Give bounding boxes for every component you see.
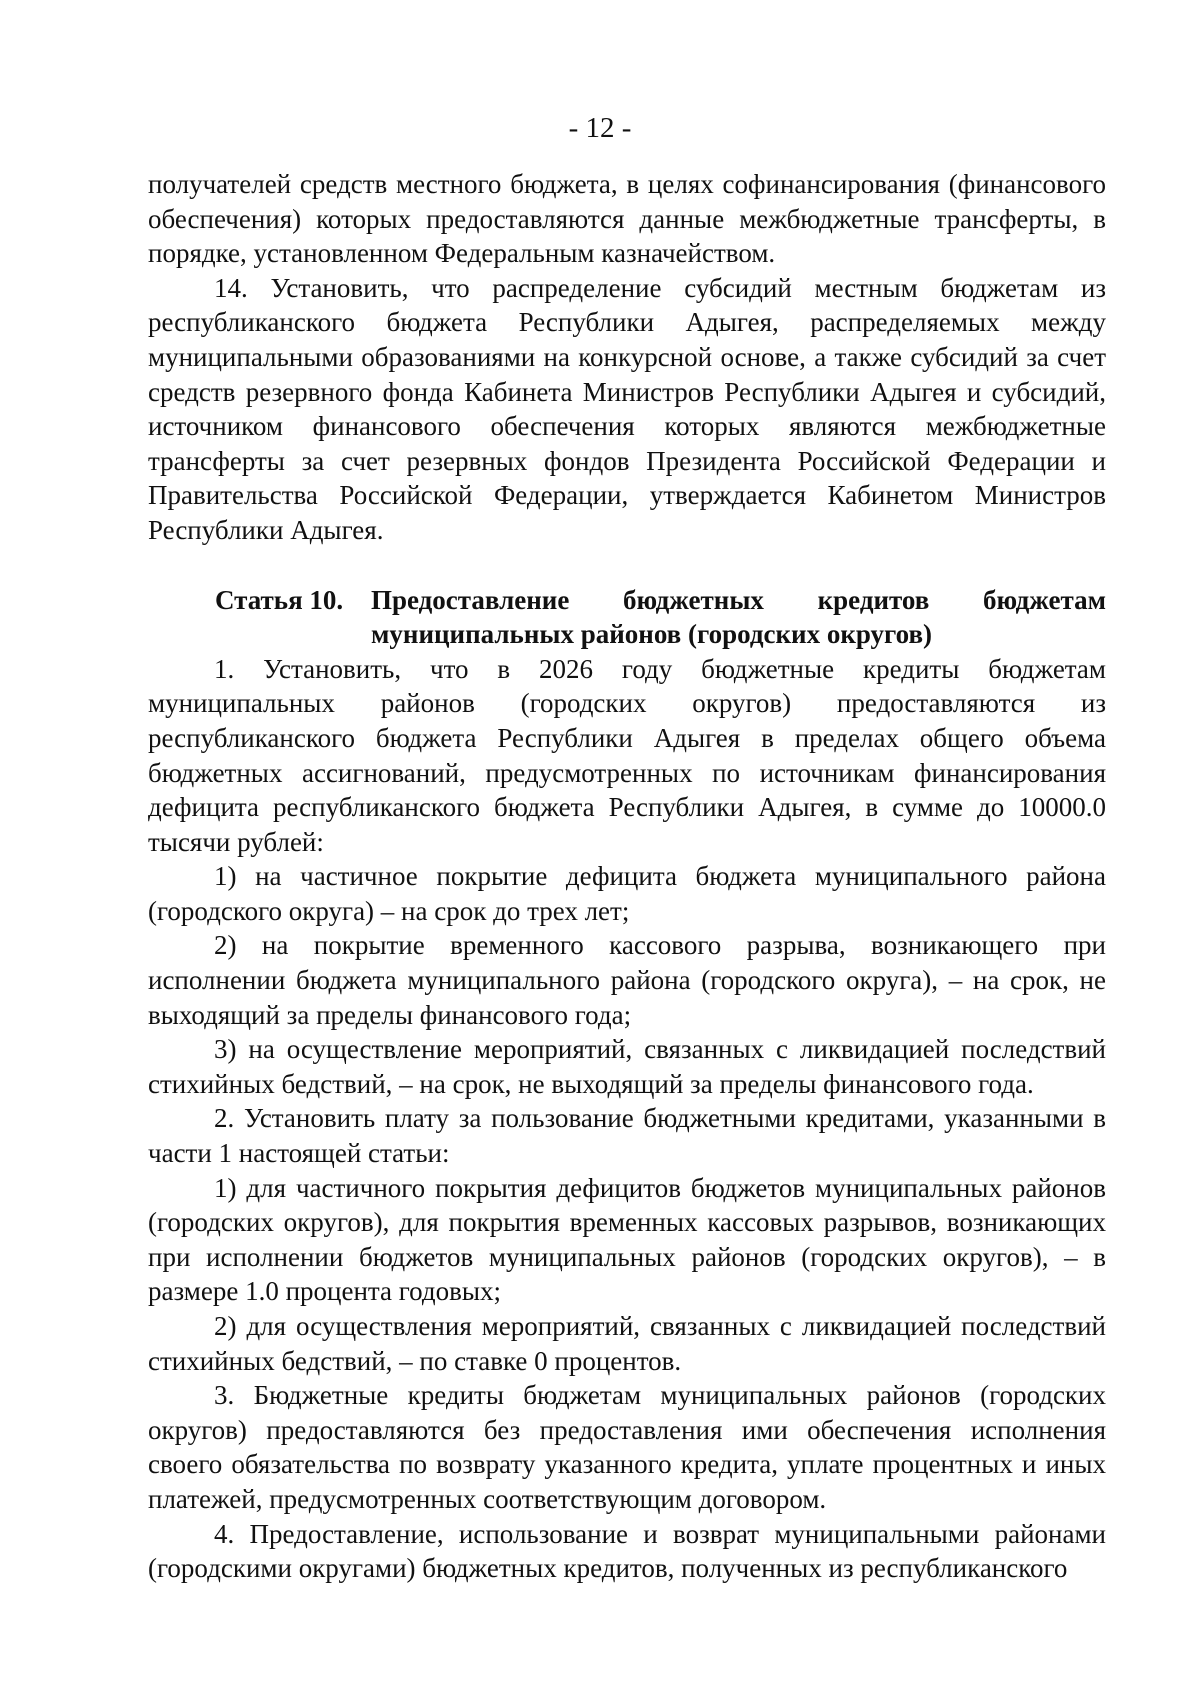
paragraph-part-1: 1. Установить, что в 2026 году бюджетные кредиты бюджетам муниципальных районов (городских округов) предоставляются из республиканского бюджета Республики Адыгея в пределах общего объема бюджетных ассигнований, предусмотренных по источникам финансирования дефицита республиканского бюджета Республики Адыгея, в сумме до 10000.0 тысячи рублей:: [148, 653, 1106, 857]
paragraph-part-1-item-3: 3) на осуществление мероприятий, связанных с ликвидацией последствий стихийных бедствий, – на срок, не выходящий за пределы финансового года.: [148, 1034, 1106, 1099]
article-title: Предоставление бюджетных кредитов бюджетам муниципальных районов (городских округов): [371, 584, 1106, 650]
paragraph-part-2-item-1: 1) для частичного покрытия дефицитов бюджетов муниципальных районов (городских округов), для покрытия временных кассовых разрывов, возникающих при исполнении бюджетов муниципальных районов (городских округов), – в размере 1.0 процента годовых;: [148, 1172, 1106, 1307]
paragraph-part-2: 2. Установить плату за пользование бюджетными кредитами, указанными в части 1 настоящей статьи:: [148, 1103, 1106, 1169]
paragraph-continuation: получателей средств местного бюджета, в целях софинансирования (финансового обеспечения) которых предоставляются данные межбюджетные трансферты, в порядке, установленном Федеральным казначейством.: [148, 169, 1106, 269]
paragraph-part-1-item-1: 1) на частичное покрытие дефицита бюджета муниципального района (городского округа) – на срок до трех лет;: [148, 861, 1106, 926]
page-number: - 12 -: [568, 112, 632, 144]
paragraph-part-4: 4. Предоставление, использование и возврат муниципальными районами (городскими округами) бюджетных кредитов, полученных из республиканского: [148, 1518, 1106, 1584]
paragraph-item-14: 14. Установить, что распределение субсидий местным бюджетам из республиканского бюджета Республики Адыгея, распределяемых между муниципальными образованиями на конкурсной основе, а также субсидий за счет средств резервного фонда Кабинета Министров Республики Адыгея и субсидий, источником финансового обеспечения которых являются межбюджетные трансферты за счет резервных фондов Президента Российской Федерации и Правительства Российской Федерации, утверждается Кабинетом Министров Республики Адыгея.: [148, 272, 1106, 545]
paragraph-part-1-item-2: 2) на покрытие временного кассового разрыва, возникающего при исполнении бюджета муниципального района (городского округа), – на срок, не выходящий за пределы финансового года;: [148, 930, 1106, 1030]
article-number: Статья 10.: [215, 584, 344, 615]
paragraph-part-3: 3. Бюджетные кредиты бюджетам муниципальных районов (городских округов) предоставляются без предоставления ими обеспечения исполнения своего обязательства по возврату указанного кредита, уплате процентных и иных платежей, предусмотренных соответствующим договором.: [148, 1380, 1106, 1514]
document-body: [148, 167, 1106, 1586]
paragraph-part-2-item-2: 2) для осуществления мероприятий, связанных с ликвидацией последствий стихийных бедствий, – по ставке 0 процентов.: [148, 1311, 1106, 1376]
article-heading: [148, 583, 1106, 652]
